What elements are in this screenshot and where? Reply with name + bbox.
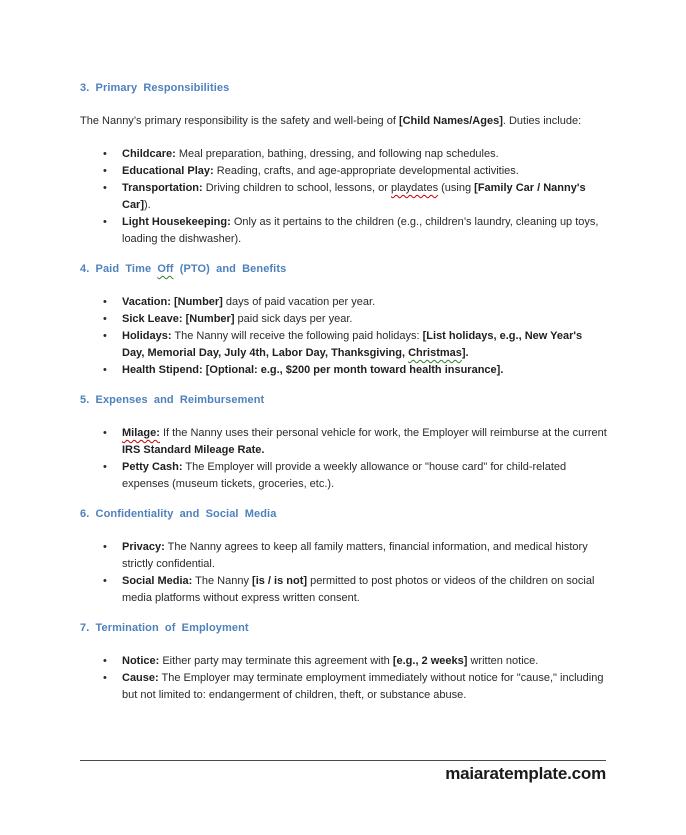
- text-run: The Nanny’s primary responsibility is the safety and well-being of: [80, 115, 399, 127]
- section-heading: 3. Primary Responsibilities: [80, 82, 230, 94]
- bullet-label: Transportation:: [122, 182, 203, 194]
- bullet-label: Petty Cash:: [122, 461, 183, 473]
- section-heading: [80, 263, 607, 276]
- misspelled-word: playdates: [390, 182, 439, 194]
- list-item-social-media: [122, 573, 607, 607]
- text-run: written notice.: [467, 655, 539, 667]
- text-run: The Nanny agrees to keep all family matters, financial information, and medical history strictly confidential.: [122, 541, 588, 570]
- bullet-label: Light Housekeeping:: [122, 216, 231, 228]
- bullet-label: Childcare:: [122, 148, 176, 160]
- list-item-petty-cash: [122, 459, 607, 493]
- placeholder-text: [e.g., 2 weeks]: [392, 655, 468, 667]
- text-run: The Employer will provide a weekly allowance or "house card" for child-related expenses (museum tickets, groceries, etc.).: [122, 461, 567, 490]
- bullet-label: Social Media:: [122, 575, 193, 587]
- misspelled-bullet-label: Milage:: [122, 427, 160, 439]
- page-footer: [80, 760, 606, 784]
- bullet-label: Cause:: [122, 672, 159, 684]
- text-run: (using: [438, 182, 475, 194]
- text-run: 4. Paid Time: [80, 263, 158, 275]
- text-run: paid sick days per year.: [234, 313, 353, 325]
- list-item-childcare: [122, 146, 607, 163]
- text-run: . Duties include:: [502, 115, 582, 127]
- section-expenses-reimbursement: [80, 394, 607, 493]
- placeholder-text: [List holidays, e.g., New Year's Day, Memorial Day, July 4th, Labor Day, Thanksgiving,: [122, 330, 583, 359]
- bullet-label: Educational Play:: [122, 165, 214, 177]
- text-run: (PTO) and Benefits: [173, 263, 287, 275]
- placeholder-text: [Family Car / Nanny's Car]: [122, 182, 586, 211]
- section-termination-employment: [80, 622, 607, 704]
- text-run: The Nanny: [192, 575, 253, 587]
- placeholder-text: [is / is not]: [252, 575, 308, 587]
- text-run: The Employer may terminate employment immediately without notice for "cause," including but not limited to: endangerment of children, theft, or substance abuse.: [122, 672, 604, 701]
- text-run: ).: [144, 199, 151, 211]
- text-run: The Nanny will receive the following paid holidays:: [171, 330, 423, 342]
- text-run: Either party may terminate this agreement with: [159, 655, 393, 667]
- bullet-label: Notice:: [122, 655, 160, 667]
- section-heading: 7. Termination of Employment: [80, 622, 249, 634]
- section-heading: 5. Expenses and Reimbursement: [80, 394, 265, 406]
- text-run: Reading, crafts, and age-appropriate developmental activities.: [213, 165, 519, 177]
- list-item-holidays: [122, 328, 607, 362]
- text-run: permitted to post photos or videos of the children on social media platforms without express written consent.: [122, 575, 595, 604]
- placeholder-text: ].: [461, 347, 469, 359]
- bullet-label: Holidays:: [122, 330, 172, 342]
- bullet-label: Vacation: [Number]: [122, 296, 223, 308]
- section-primary-responsibilities: [80, 82, 607, 248]
- list-item-health-stipend: [122, 362, 607, 379]
- list-item-sick-leave: [122, 311, 607, 328]
- list-item-transportation: [122, 180, 607, 214]
- list-item-privacy: [122, 539, 607, 573]
- text-run: Only as it pertains to the children (e.g., children’s laundry, cleaning up toys, loading the dishwasher).: [122, 216, 599, 245]
- placeholder-text: [Child Names/Ages]: [398, 115, 503, 127]
- bullet-list: [80, 539, 607, 607]
- section-confidentiality-social-media: [80, 508, 607, 607]
- bullet-label: Sick Leave: [Number]: [122, 313, 235, 325]
- bullet-label: Health Stipend: [Optional: e.g., $200 per month toward health insurance].: [122, 364, 504, 376]
- list-item-light-housekeeping: [122, 214, 607, 248]
- section-pto-benefits: [80, 263, 607, 379]
- list-item-mileage: [122, 425, 607, 459]
- grammar-flagged-word: Christmas: [408, 347, 462, 359]
- text-run: days of paid vacation per year.: [222, 296, 376, 308]
- bullet-list: [80, 425, 607, 493]
- text-run: Meal preparation, bathing, dressing, and following nap schedules.: [175, 148, 499, 160]
- bullet-list: [80, 653, 607, 704]
- section-heading: 6. Confidentiality and Social Media: [80, 508, 277, 520]
- bold-text: IRS Standard Mileage Rate.: [122, 444, 265, 456]
- footer-website-text: maiaratemplate.com: [445, 764, 606, 783]
- bullet-list: [80, 294, 607, 379]
- intro-paragraph: [80, 113, 607, 130]
- text-run: If the Nanny uses their personal vehicle for work, the Employer will reimburse at the current: [159, 427, 607, 439]
- list-item-vacation: [122, 294, 607, 311]
- text-run: Driving children to school, lessons, or: [202, 182, 391, 194]
- bullet-label: Privacy:: [122, 541, 165, 553]
- footer-divider: [80, 760, 606, 761]
- list-item-notice: [122, 653, 607, 670]
- bullet-list: [80, 146, 607, 248]
- list-item-educational-play: [122, 163, 607, 180]
- list-item-cause: [122, 670, 607, 704]
- grammar-flagged-word: Off: [157, 263, 174, 275]
